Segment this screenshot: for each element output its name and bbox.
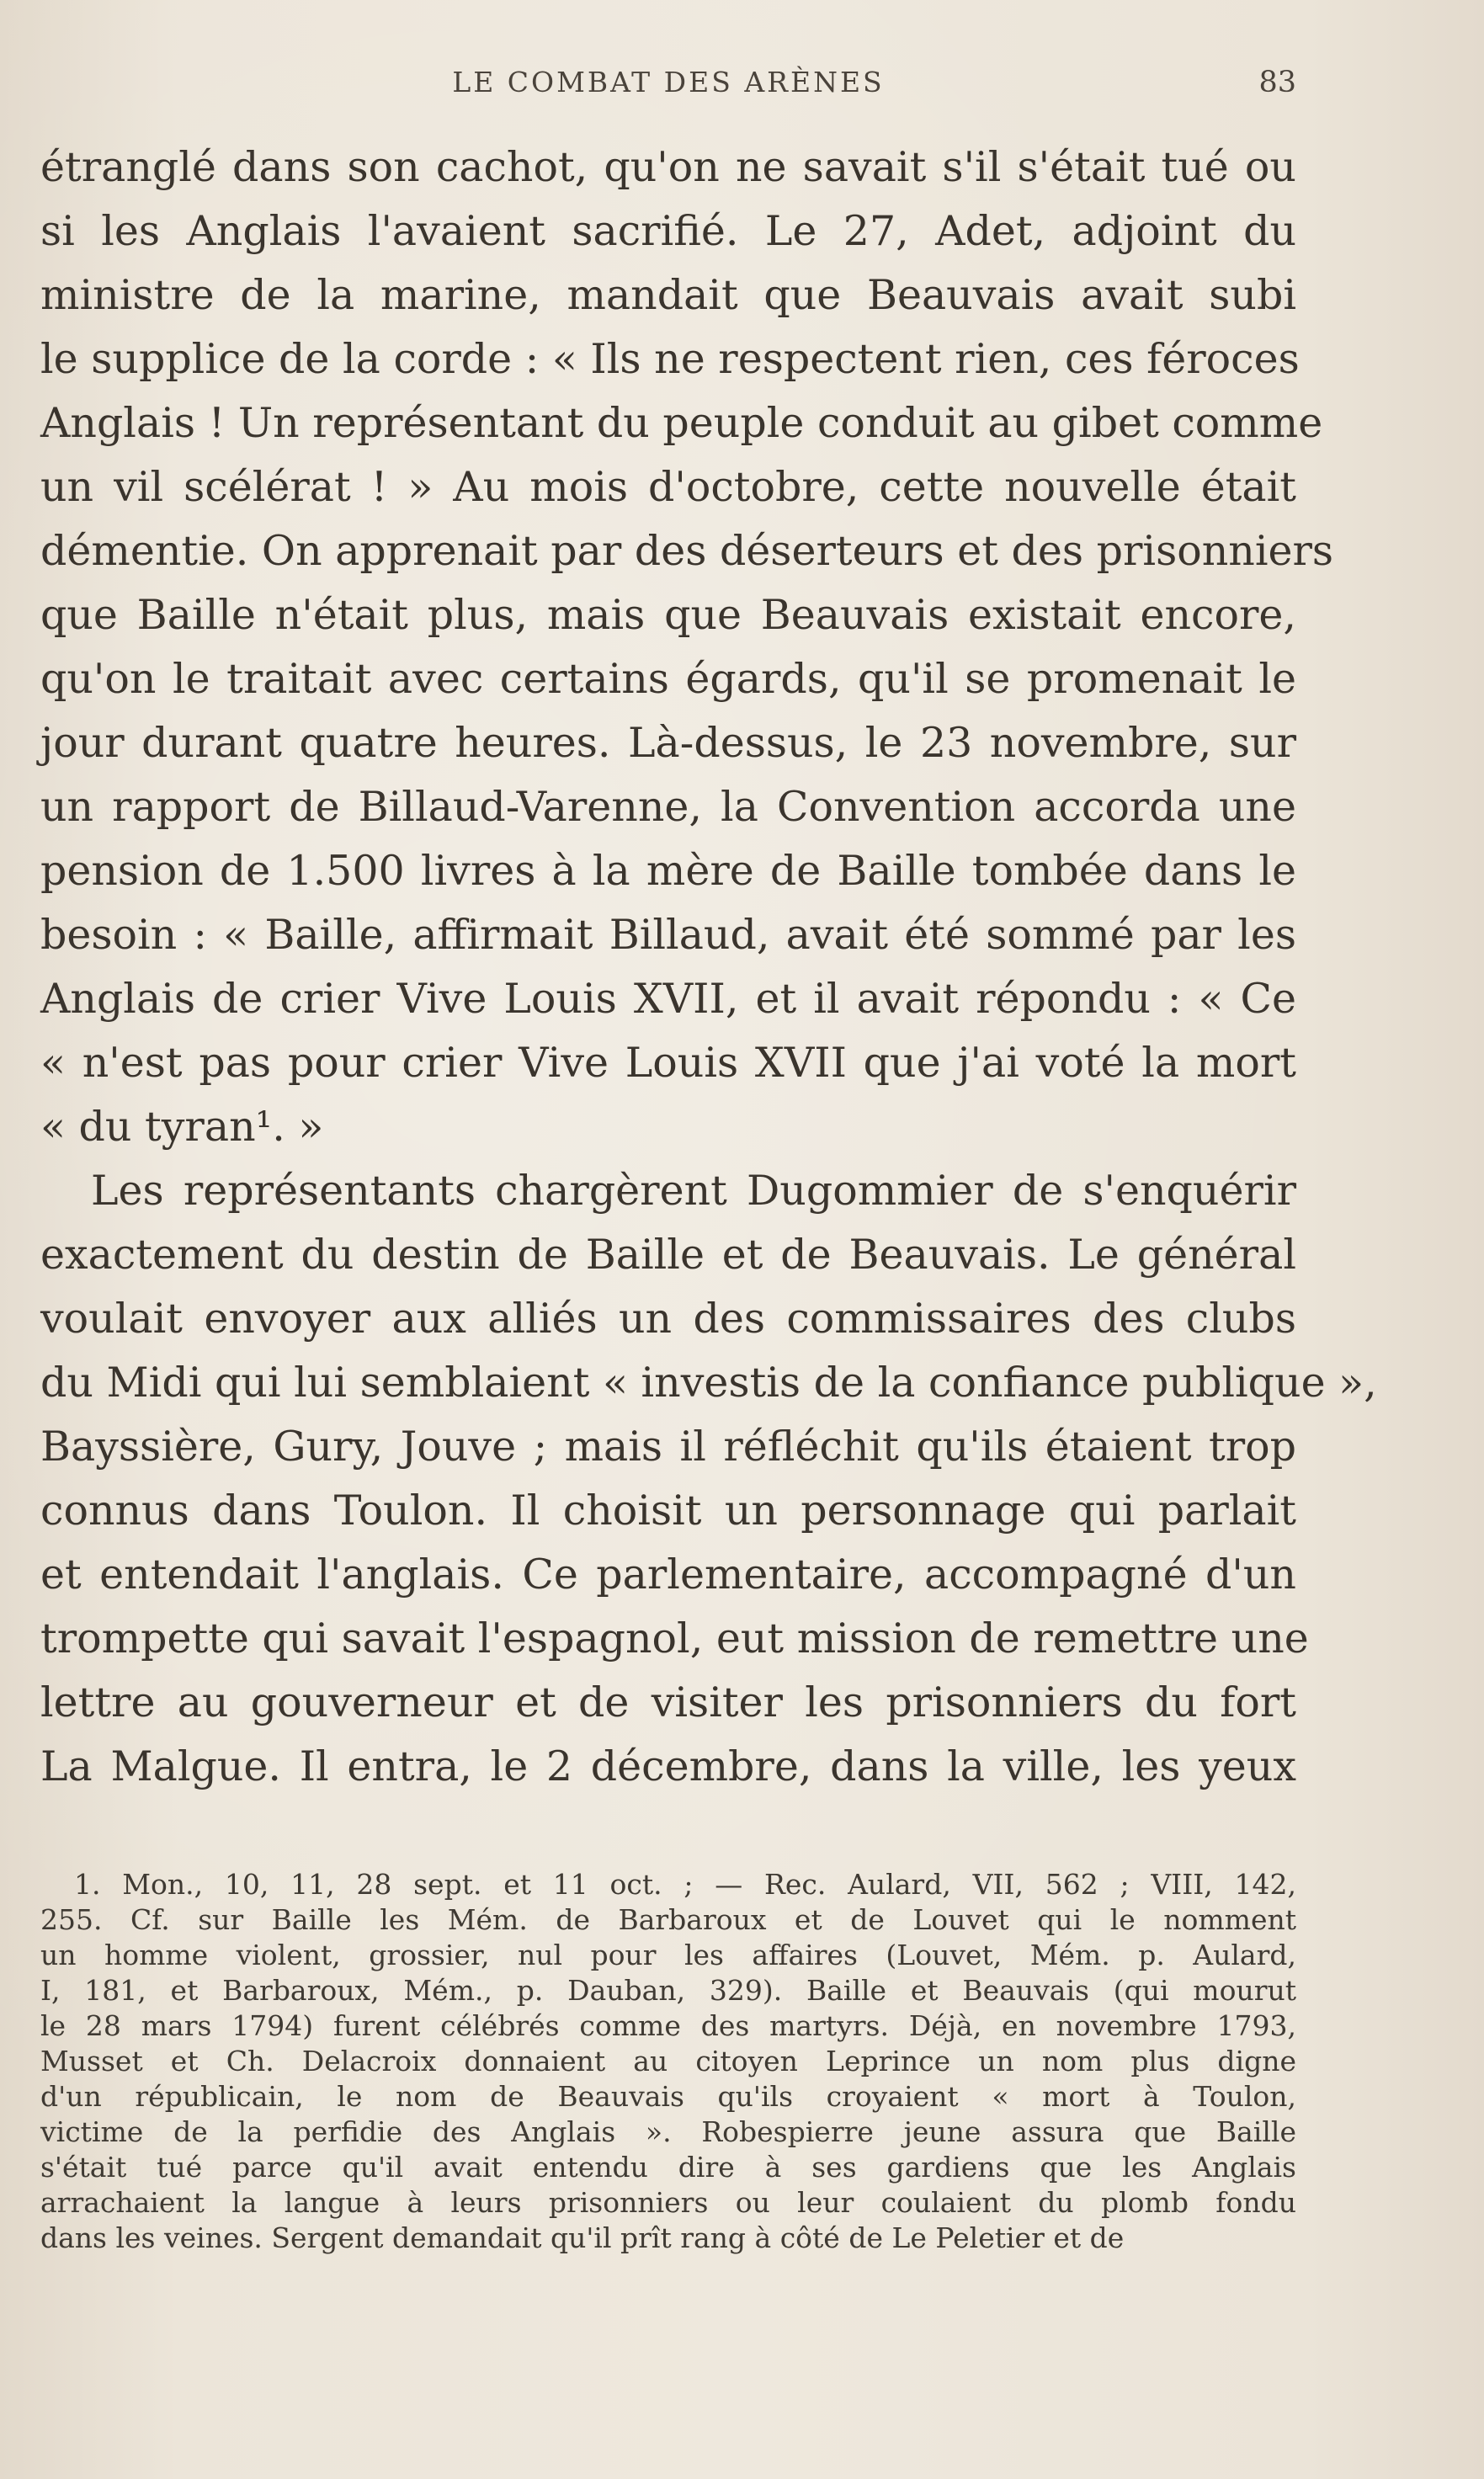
text-line: connus dans Toulon. Il choisit un personnage qui parlait <box>40 1487 1296 1535</box>
text-line: voulait envoyer aux alliés un des commissaires des clubs <box>40 1295 1296 1343</box>
text-line: un vil scélérat ! » Au mois d'octobre, cette nouvelle était <box>40 463 1296 511</box>
text-line: qu'on le traitait avec certains égards, qu'il se promenait le <box>40 655 1296 703</box>
footnote-line: s'était tué parce qu'il avait entendu dire à ses gardiens que les Anglais <box>40 2151 1296 2184</box>
footnote-line: arrachaient la langue à leurs prisonniers ou leur coulaient du plomb fondu <box>40 2186 1296 2219</box>
running-head <box>40 64 1296 101</box>
text-line: démentie. On apprenait par des déserteurs et des prisonniers <box>40 527 1334 575</box>
text-line: du Midi qui lui semblaient « investis de la confiance publique », <box>40 1359 1377 1407</box>
text-line: Anglais de crier Vive Louis XVII, et il avait répondu : « Ce <box>40 975 1296 1023</box>
footnote-line: un homme violent, grossier, nul pour les affaires (Louvet, Mém. p. Aulard, <box>40 1939 1296 1971</box>
running-title: LE COMBAT DES ARÈNES <box>452 66 885 98</box>
text-line: lettre au gouverneur et de visiter les prisonniers du fort <box>40 1678 1296 1726</box>
text-line: le supplice de la corde : « Ils ne respectent rien, ces féroces <box>40 335 1300 383</box>
text-line: jour durant quatre heures. Là-dessus, le 23 novembre, sur <box>40 719 1296 767</box>
text-line: que Baille n'était plus, mais que Beauvais existait encore, <box>40 591 1296 639</box>
footnote-line: d'un républicain, le nom de Beauvais qu'ils croyaient « mort à Toulon, <box>40 2080 1296 2113</box>
text-line: pension de 1.500 livres à la mère de Baille tombée dans le <box>40 847 1296 895</box>
text-line: un rapport de Billaud-Varenne, la Convention accorda une <box>40 783 1296 831</box>
footnote-line: 255. Cf. sur Baille les Mém. de Barbaroux et de Louvet qui le nomment <box>40 1903 1296 1936</box>
text-line: Bayssière, Gury, Jouve ; mais il réfléchit qu'ils étaient trop <box>40 1423 1296 1471</box>
footnotes <box>40 1867 1296 2256</box>
text-line: exactement du destin de Baille et de Beauvais. Le général <box>40 1231 1296 1279</box>
footnote-line: victime de la perfidie des Anglais ». Robespierre jeune assura que Baille <box>40 2115 1296 2148</box>
text-line: La Malgue. Il entra, le 2 décembre, dans la ville, les yeux <box>40 1742 1296 1790</box>
text-line: si les Anglais l'avaient sacrifié. Le 27, Adet, adjoint du <box>40 207 1296 255</box>
footnote-line: dans les veines. Sergent demandait qu'il prît rang à côté de Le Peletier et de <box>40 2221 1125 2254</box>
text-line: trompette qui savait l'espagnol, eut mission de remettre une <box>40 1615 1309 1662</box>
text-line: étranglé dans son cachot, qu'on ne savait s'il s'était tué ou <box>40 143 1296 191</box>
main-text <box>40 136 1377 1799</box>
page-number: 83 <box>1258 66 1296 99</box>
text-line: « du tyran¹. » <box>40 1103 324 1151</box>
footnote-line: 1. Mon., 10, 11, 28 sept. et 11 oct. ; — Rec. Aulard, VII, 562 ; VIII, 142, <box>74 1868 1296 1901</box>
text-line: Anglais ! Un représentant du peuple conduit au gibet comme <box>40 399 1323 447</box>
footnote-line: le 28 mars 1794) furent célébrés comme des martyrs. Déjà, en novembre 1793, <box>40 2009 1296 2042</box>
footnote-line: Musset et Ch. Delacroix donnaient au citoyen Leprince un nom plus digne <box>40 2045 1296 2077</box>
footnote-line: I, 181, et Barbaroux, Mém., p. Dauban, 329). Baille et Beauvais (qui mourut <box>40 1974 1296 2007</box>
text-line: Les représentants chargèrent Dugommier de s'enquérir <box>91 1167 1296 1215</box>
text-line: « n'est pas pour crier Vive Louis XVII que j'ai voté la mort <box>40 1039 1296 1087</box>
text-line: ministre de la marine, mandait que Beauvais avait subi <box>40 271 1296 319</box>
text-line: et entendait l'anglais. Ce parlementaire, accompagné d'un <box>40 1551 1296 1599</box>
text-line: besoin : « Baille, affirmait Billaud, avait été sommé par les <box>40 911 1296 959</box>
